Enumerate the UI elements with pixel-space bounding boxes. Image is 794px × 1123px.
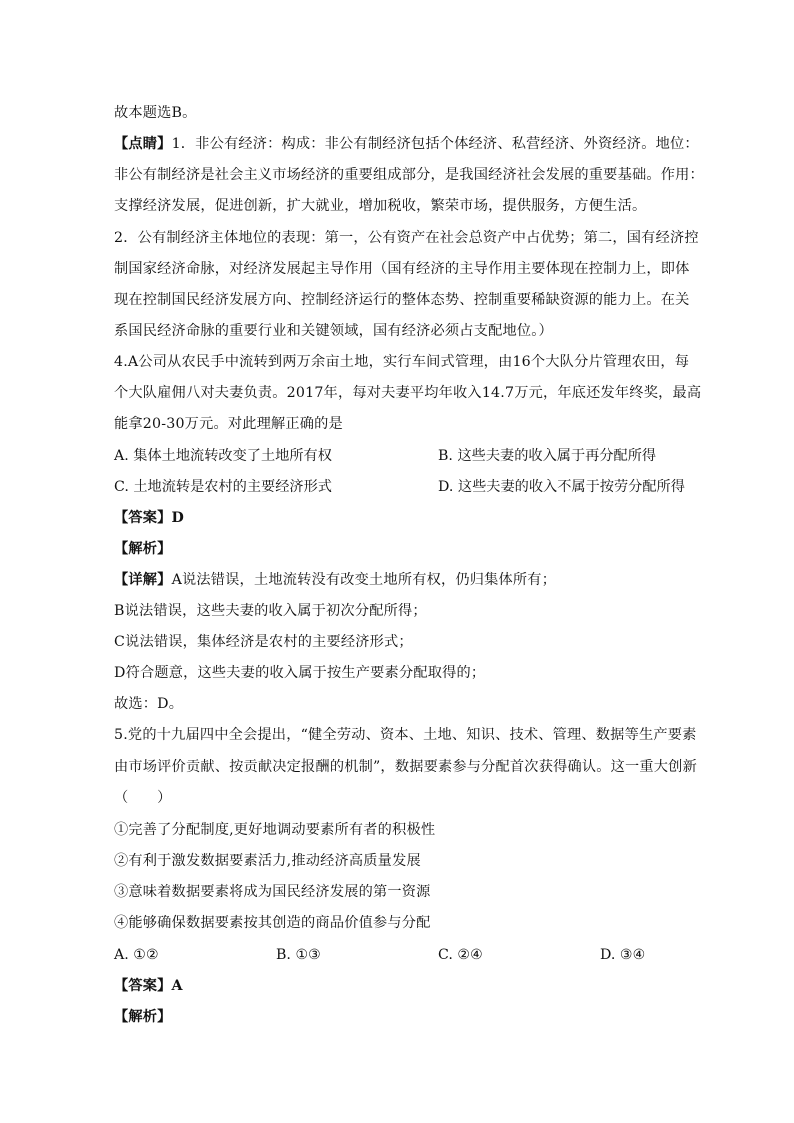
q4-option-c: C. 土地流转是农村的主要经济形式 bbox=[114, 479, 332, 495]
tips-label: 【点睛】 bbox=[114, 136, 172, 152]
text-line: 支撑经济发展，促进创新，扩大就业，增加税收，繁荣市场，提供服务，方便生活。 bbox=[114, 198, 647, 214]
q4-answer: 【答案】D bbox=[114, 510, 185, 526]
q4-detail-paragraph bbox=[114, 570, 556, 590]
tips-paragraph bbox=[114, 134, 699, 154]
text-line: 非公有制经济是社会主义市场经济的重要组成部分，是我国经济社会发展的重要基础。作用： bbox=[114, 167, 704, 183]
q5-statement: ④能够确保数据要素按其创造的商品价值参与分配 bbox=[114, 915, 431, 931]
q4-option-d: D. 这些夫妻的收入不属于按劳分配所得 bbox=[438, 479, 685, 495]
question-4-stem: 个大队雇佣八对夫妻负责。2017年，每对夫妻平均年收入14.7万元，年底还发年终奖，最高 bbox=[114, 385, 702, 401]
text-line: 系国民经济命脉的重要行业和关键领域，国有经济必须占支配地位。） bbox=[114, 323, 553, 339]
q4-detail-line: 故选：D。 bbox=[114, 696, 184, 712]
q4-detail-line: C说法错误，集体经济是农村的主要经济形式； bbox=[114, 634, 413, 650]
q5-statement: ①完善了分配制度,更好地调动要素所有者的积极性 bbox=[114, 822, 436, 838]
q4-option-a: A. 集体土地流转改变了土地所有权 bbox=[114, 448, 332, 464]
q4-analysis-label: 【解析】 bbox=[114, 541, 172, 557]
q5-option-c: C. ②④ bbox=[438, 947, 483, 963]
q4-detail-label: 【详解】 bbox=[114, 572, 172, 588]
q4-detail-line: D符合题意，这些夫妻的收入属于按生产要素分配取得的； bbox=[114, 665, 486, 681]
q4-detail-text: A说法错误，土地流转没有改变土地所有权，仍归集体所有； bbox=[171, 572, 557, 588]
text-line: 2．公有制经济主体地位的表现：第一，公有资产在社会总资产中占优势；第二，国有经济控 bbox=[114, 230, 699, 246]
q5-option-a: A. ①② bbox=[114, 947, 159, 963]
text-line: 制国家经济命脉，对经济发展起主导作用（国有经济的主导作用主要体现在控制力上，即体 bbox=[114, 261, 690, 277]
q5-statement: ③意味着数据要素将成为国民经济发展的第一资源 bbox=[114, 884, 431, 900]
tips-text: 1．非公有经济：构成：非公有制经济包括个体经济、私营经济、外资经济。地位： bbox=[171, 136, 699, 152]
text-line-conclusion: 故本题选B。 bbox=[114, 105, 197, 121]
question-5-stem: 由市场评价贡献、按贡献决定报酬的机制”，数据要素参与分配首次获得确认。这一重大创新 bbox=[114, 759, 697, 775]
question-5-stem: 5.党的十九届四中全会提出，“健全劳动、资本、土地、知识、技术、管理、数据等生产要素 bbox=[114, 727, 697, 743]
question-4-stem: 能拿20-30万元。对此理解正确的是 bbox=[114, 416, 343, 432]
question-5-blank: （ ） bbox=[114, 790, 172, 806]
q5-option-d: D. ③④ bbox=[600, 947, 646, 963]
q5-answer: 【答案】A bbox=[114, 978, 183, 994]
q4-detail-line: B说法错误，这些夫妻的收入属于初次分配所得； bbox=[114, 603, 427, 619]
q4-option-b: B. 这些夫妻的收入属于再分配所得 bbox=[438, 448, 657, 464]
q5-statement: ②有利于激发数据要素活力,推动经济高质量发展 bbox=[114, 853, 421, 869]
text-line: 现在控制国民经济发展方向、控制经济运行的整体态势、控制重要稀缺资源的能力上。在关 bbox=[114, 292, 690, 308]
question-4-stem: 4.A公司从农民手中流转到两万余亩土地，实行车间式管理，由16个大队分片管理农田，每 bbox=[114, 354, 690, 370]
q5-option-b: B. ①③ bbox=[276, 947, 321, 963]
q5-analysis-label: 【解析】 bbox=[114, 1009, 172, 1025]
